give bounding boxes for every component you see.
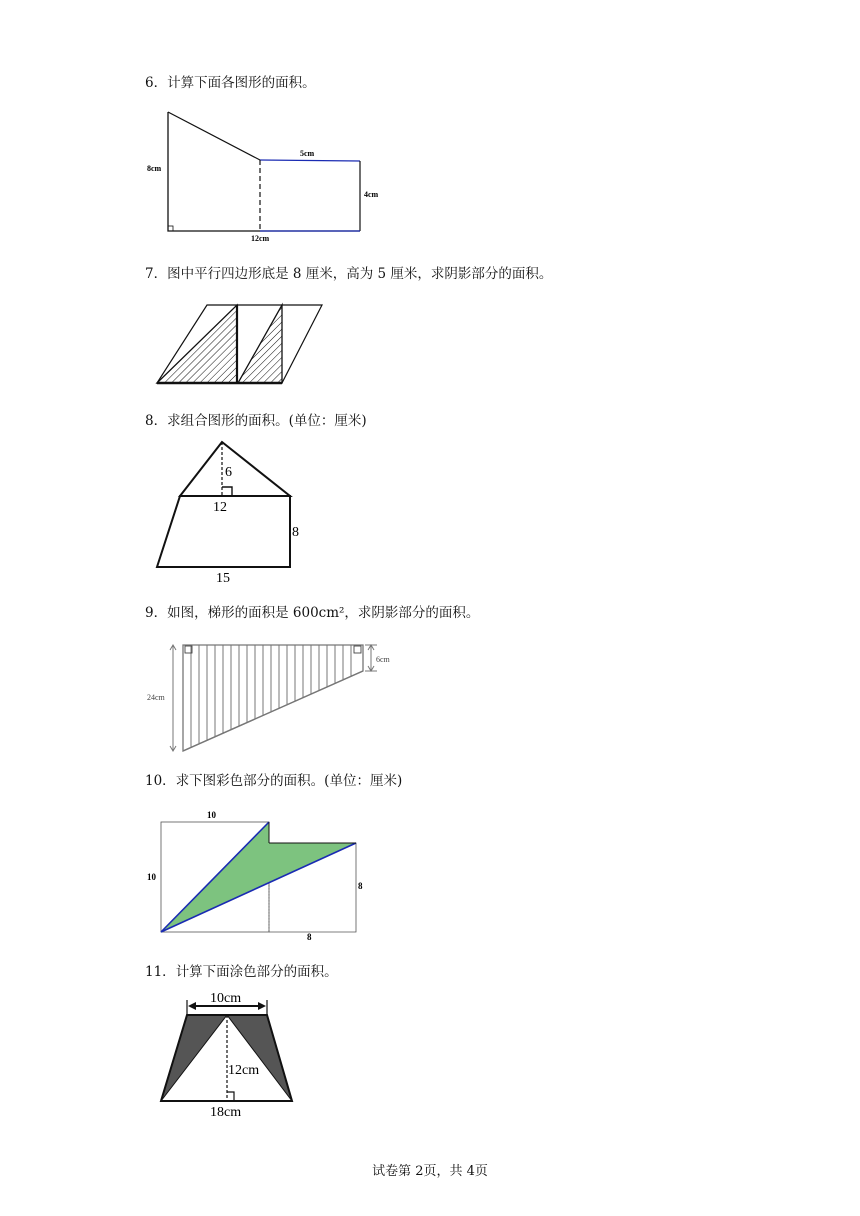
question-6	[145, 74, 316, 92]
label-top: 10cm	[210, 991, 242, 1006]
question-7	[145, 265, 552, 283]
question-number: 6．	[145, 75, 168, 91]
label-mid: 12	[213, 500, 227, 515]
label-left: 24cm	[147, 693, 165, 702]
label-bottom: 18cm	[210, 1105, 242, 1118]
shaded-triangle-left	[157, 305, 237, 383]
figure-q8	[145, 436, 315, 588]
question-number: 8．	[145, 413, 168, 429]
question-11	[145, 963, 338, 981]
question-8	[145, 412, 367, 430]
label-right: 4cm	[364, 190, 379, 199]
label-height: 6	[225, 465, 232, 480]
label-top: 5cm	[300, 149, 315, 158]
label-left: 8cm	[147, 164, 162, 173]
question-9	[145, 604, 479, 622]
figure-q9	[145, 638, 405, 758]
shaded-left	[161, 1015, 227, 1101]
question-number: 9．	[145, 605, 168, 621]
question-number: 11．	[145, 964, 176, 980]
figure-q6	[140, 105, 400, 245]
question-text: 如图，梯形的面积是 600cm²，求阴影部分的面积。	[167, 605, 480, 621]
label-bottom: 8	[307, 932, 312, 942]
label-top: 10	[207, 810, 216, 820]
question-number: 10．	[145, 773, 176, 789]
question-text: 图中平行四边形底是 8 厘米，高为 5 厘米，求阴影部分的面积。	[167, 266, 553, 282]
label-bottom: 12cm	[251, 234, 270, 243]
question-text: 计算下面各图形的面积。	[167, 75, 316, 91]
label-right: 6cm	[376, 655, 390, 664]
figure-q11	[150, 988, 310, 1118]
green-region	[161, 822, 356, 932]
question-text: 求组合图形的面积。(单位：厘米)	[167, 413, 367, 429]
label-side: 8	[292, 525, 299, 540]
label-left: 10	[147, 872, 156, 882]
label-right: 8	[358, 881, 363, 891]
label-height: 12cm	[228, 1063, 260, 1078]
question-number: 7．	[145, 266, 168, 282]
figure-q7	[150, 298, 330, 390]
figure-q10	[140, 806, 380, 946]
shaded-right	[227, 1015, 292, 1101]
question-10	[145, 772, 402, 790]
question-text: 计算下面涂色部分的面积。	[175, 964, 338, 980]
shaded-triangle-right	[238, 305, 282, 383]
page-footer: 试卷第 2页，共 4页	[372, 1164, 488, 1179]
question-text: 求下图彩色部分的面积。(单位：厘米)	[175, 773, 403, 789]
label-bottom: 15	[216, 571, 230, 586]
